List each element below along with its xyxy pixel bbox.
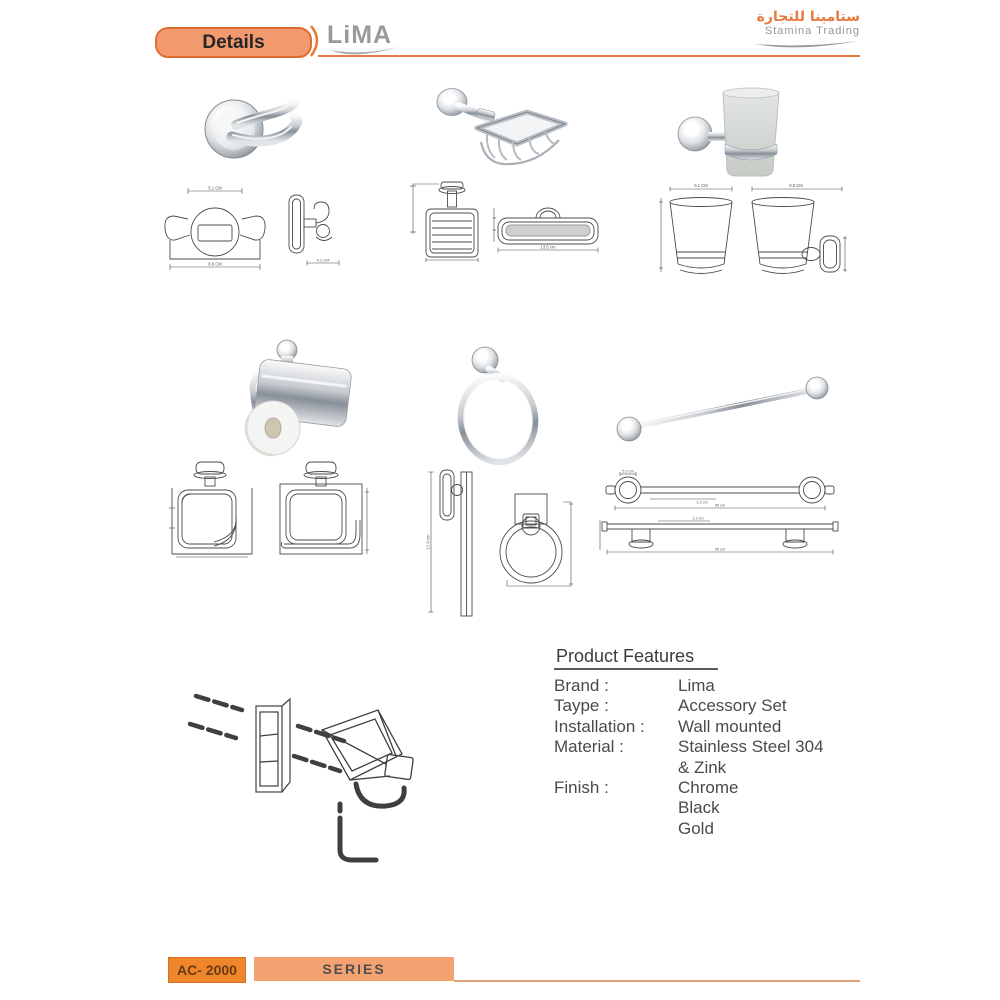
tumbler-holder-photo (675, 82, 795, 182)
dim-label: 9.1 CM (694, 183, 708, 188)
features-title: Product Features (554, 646, 718, 670)
feature-label: Finish : (554, 778, 609, 798)
feature-value: & Zink (678, 757, 727, 777)
feature-value: Chrome (678, 778, 739, 798)
double-robe-hook-side-drawing (277, 185, 345, 270)
soap-basket-front-drawing (403, 176, 495, 262)
towel-ring-front-drawing (487, 490, 575, 590)
header-paren-decoration (308, 23, 322, 59)
dim-label: 17.9 cm (426, 534, 431, 550)
feature-row (554, 758, 864, 778)
towel-ring-side-drawing (426, 462, 484, 620)
feature-value: Accessory Set (678, 696, 787, 716)
dim-label: 1.2 cm (692, 516, 704, 521)
feature-value: Lima (678, 676, 715, 695)
header-divider-line (318, 55, 860, 57)
feature-row (554, 676, 864, 696)
feature-row (554, 778, 864, 798)
soap-basket-photo (425, 82, 570, 174)
feature-label (554, 798, 678, 818)
tumbler-holder-drawing (656, 180, 848, 282)
lima-brand-logo: LiMA (327, 21, 393, 49)
stamina-trading-logo (700, 9, 860, 50)
details-header-badge (155, 27, 312, 58)
dim-label: 4.1 CM (316, 257, 330, 263)
product-features-section (554, 646, 864, 839)
dim-label: 5.5 cm (622, 469, 634, 474)
feature-row (554, 798, 864, 818)
dim-label: 9.8 CM (789, 183, 803, 188)
feature-row (554, 696, 864, 716)
feature-label: Material : (554, 737, 624, 757)
paper-holder-photo (215, 338, 360, 460)
feature-row (554, 717, 864, 737)
stamina-swoosh-icon (750, 39, 860, 50)
model-number: AC- 2000 (177, 962, 237, 978)
double-robe-hook-front-drawing (160, 183, 272, 273)
footer-model-badge (168, 957, 246, 983)
feature-label: Installation : (554, 716, 645, 736)
footer-divider-line (454, 980, 860, 982)
feature-value: Wall mounted (678, 716, 782, 736)
towel-bar-photo (605, 372, 840, 442)
dim-label: 1.2 cm (696, 500, 708, 505)
dim-label: 13.5 cm (540, 244, 556, 250)
soap-basket-side-drawing (492, 192, 604, 254)
feature-row (554, 819, 864, 839)
towel-bar-drawing-a (598, 468, 842, 512)
feature-label (554, 819, 678, 839)
double-robe-hook-photo (200, 85, 330, 170)
dim-label: 5.1 CM (208, 185, 222, 191)
dim-label: 8.9 CM (208, 261, 222, 267)
dim-label: 59 cm (714, 503, 726, 508)
feature-label (554, 758, 678, 778)
features-table (554, 676, 864, 839)
series-label: SERIES (322, 961, 386, 977)
feature-value: Stainless Steel 304 (678, 737, 824, 757)
towel-ring-photo (445, 345, 550, 467)
feature-label: Taype : (554, 696, 609, 716)
details-label: Details (202, 31, 265, 53)
stamina-english-text: Stamina Trading (764, 25, 860, 37)
paper-holder-front-drawing-a (162, 458, 262, 558)
square-hook-installation-drawing (180, 668, 420, 868)
towel-bar-drawing-b (598, 514, 842, 556)
feature-row (554, 737, 864, 757)
feature-value: Black (678, 798, 720, 818)
feature-value: Gold (678, 818, 714, 838)
feature-label: Brand : (554, 676, 609, 695)
dim-label: 59 cm (714, 547, 726, 552)
paper-holder-front-drawing-b (268, 458, 370, 558)
stamina-arabic-text: ستامينا للتجارة (756, 9, 860, 25)
footer-series-badge (254, 957, 454, 981)
